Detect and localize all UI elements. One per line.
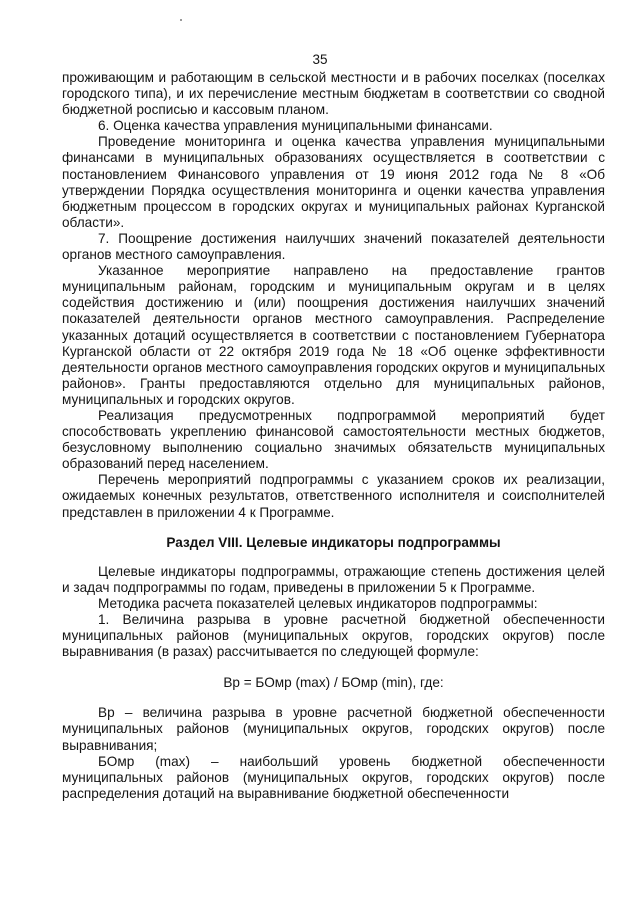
page-number: 35: [312, 52, 328, 67]
paragraph-indicators: Целевые индикаторы подпрограммы, отражающие степень достижения целей и задач подпрограммы по годам, приведены в приложении 5 к Программе.: [62, 563, 605, 595]
paragraph-methodology: Методика расчета показателей целевых индикаторов подпрограммы:: [98, 595, 538, 611]
definition-vr: Вр – величина разрыва в уровне расчетной бюджетной обеспеченности муниципальных районов (муниципальных округов, городских округов) после выравнивания;: [62, 705, 605, 753]
paragraph-measures-list: Перечень мероприятий подпрограммы с указанием сроков их реализации, ожидаемых конечных результатов, ответственного исполнителя и соисполнителей представлен в приложении 4 к Программе.: [62, 472, 605, 520]
paragraph-grants: Указанное мероприятие направлено на предоставление грантов муниципальным районам, городским и муниципальным округам и в целях содействия достижению и (или) поощрения достижения наилучших значений показателей деятельности органов местного самоуправления. Распределение указанных дотаций осуществляется в соответствии с постановлением Губернатора Курганской области от 22 октября 2019 года № 18 «Об оценке эффективности деятельности органов местного самоуправления городских округов и муниципальных районов». Гранты предоставляются отдельно для муниципальных районов, муниципальных и городских округов.: [62, 263, 605, 407]
definition-bomr-max: БОмр (max) – наибольший уровень бюджетной обеспеченности муниципальных районов (муниципальных округов, городских округов) после распределения дотаций на выравнивание бюджетной обеспеченности: [62, 753, 605, 801]
item-7-title: 7. Поощрение достижения наилучших значений показателей деятельности органов местного самоуправления.: [62, 230, 605, 263]
section-heading: Раздел VIII. Целевые индикаторы подпрограммы: [166, 534, 501, 550]
document-body: [62, 70, 605, 802]
item-6-title: 6. Оценка качества управления муниципальными финансами.: [98, 118, 493, 134]
paragraph-continuation: проживающим и работающим в сельской местности и в рабочих поселках (поселках городского типа), и их перечисление местным бюджетам в соответствии со сводной бюджетной росписью и кассовым планом.: [62, 70, 605, 118]
paragraph-implementation: Реализация предусмотренных подпрограммой мероприятий будет способствовать укреплению финансовой самостоятельности местных бюджетов, безусловному выполнению социально значимых обязательств муниципальных образований перед населением.: [62, 407, 605, 472]
scan-speck: [180, 19, 182, 21]
paragraph-indicator-1: 1. Величина разрыва в уровне расчетной бюджетной обеспеченности муниципальных районов (муниципальных округов, городских округов) после выравнивания (в разах) рассчитывается по следующей формуле:: [62, 612, 605, 660]
formula: Вр = БОмр (max) / БОмр (min), где:: [223, 675, 444, 691]
paragraph-monitoring: Проведение мониторинга и оценка качества управления муниципальными финансами в муниципальных образованиях осуществляется в соответствии с постановлением Финансового управления от 19 июня 2012 года № 8 «Об утверждении Порядка осуществления мониторинга и оценки качества управления бюджетным процессом в городских округах и муниципальных районах Курганской области».: [62, 134, 605, 230]
